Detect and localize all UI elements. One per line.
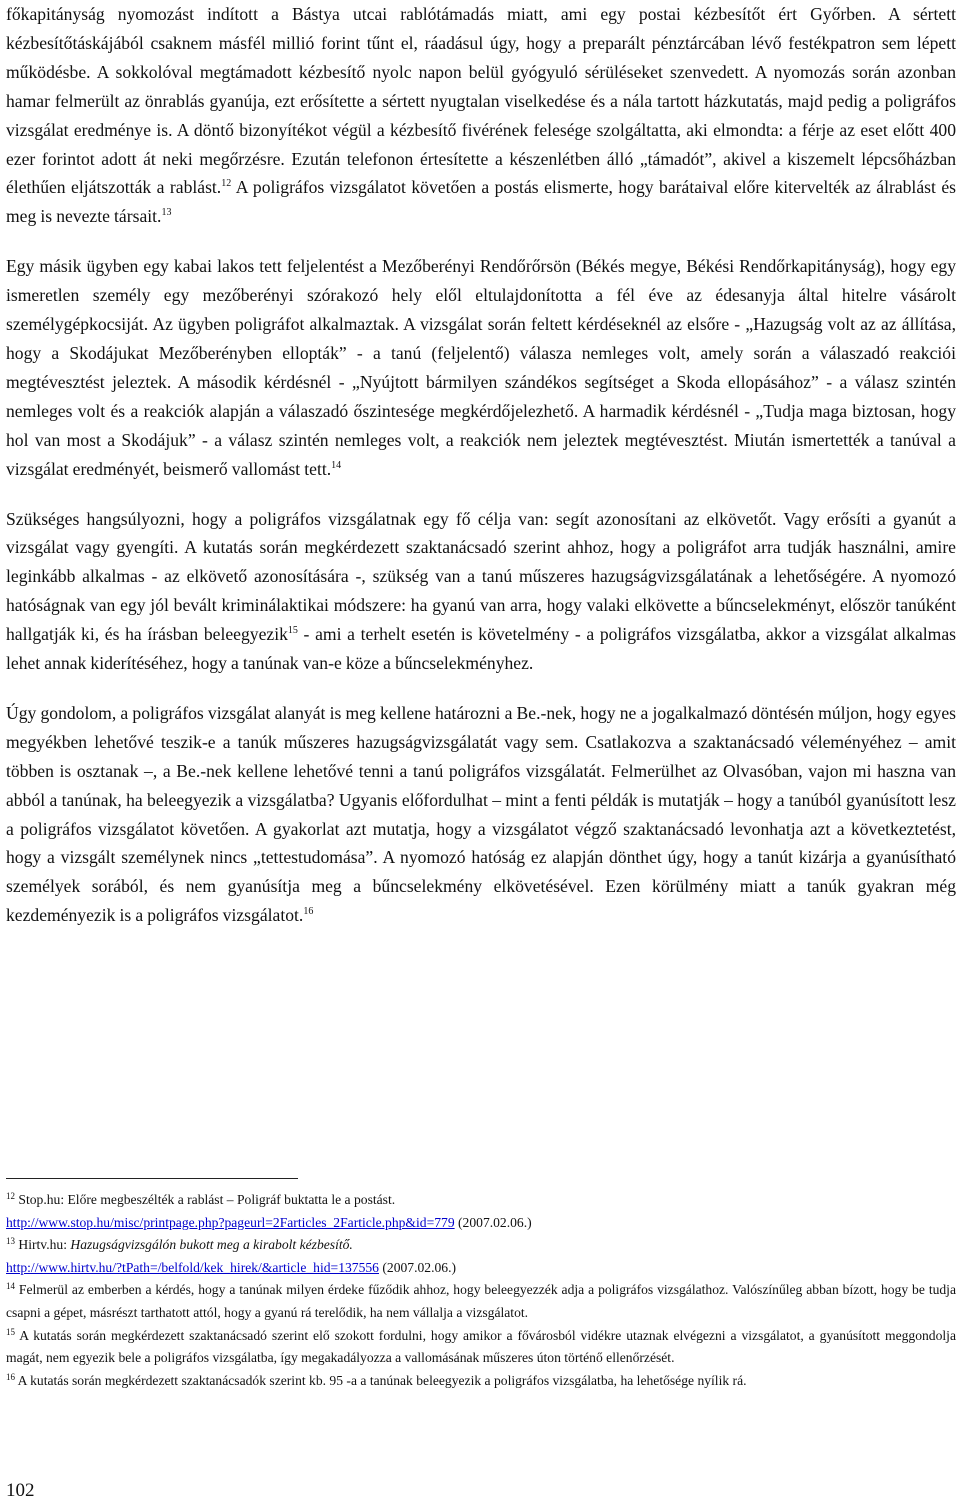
footnotes: [6, 1189, 956, 1392]
footnote-text: Felmerül az emberben a kérdés, hogy a tanúnak milyen érdeke fűződik ahhoz, hogy beleegyezzék adja a poligráfos vizsgálathoz. Valószínűleg abban bízott, hogy be tudja csapni a gépet, másrészt tarthatott attól, hogy a gyanú rá terelődik, ha nem vállalja a vizsgálatot.: [6, 1282, 956, 1320]
footnote-ref-12[interactable]: 12: [221, 178, 232, 190]
footnote-text: Stop.hu: Előre megbeszélték a rablást – Poligráf buktatta le a postást.: [15, 1192, 396, 1207]
footnote-12: [6, 1189, 956, 1234]
footnote-number: 13: [6, 1236, 15, 1247]
footnote-number: 14: [6, 1281, 15, 1292]
footnote-number: 16: [6, 1371, 15, 1382]
paragraph-text: A poligráfos vizsgálatot követően a postás elismerte, hogy barátaival előre kitervelték az álrablást és meg is nevezte társait.: [6, 177, 956, 227]
footnote-separator: [6, 1178, 298, 1179]
paragraph-text: - ami a terhelt esetén is követelmény - a poligráfos vizsgálatba, akkor a vizsgálat alkalmas lehet annak kiderítéséhez, hogy a tanúnak van-e köze a bűncselekményhez.: [6, 624, 956, 674]
footnote-16: [6, 1370, 956, 1393]
footnote-ref-15[interactable]: 15: [287, 625, 298, 637]
page-number: 102: [6, 1480, 35, 1501]
footnote-link[interactable]: http://www.hirtv.hu/?tPath=/belfold/kek_hirek/&article_hid=137556: [6, 1259, 379, 1275]
paragraph-text: főkapitányság nyomozást indított a Bástya utcai rablótámadás miatt, ami egy postai kézbesítőt ért Győrben. A sértett kézbesítőtáskájából csaknem másfél millió forint tűnt el, ráadásul úgy, hogy a preparált pénztárcában lévő festékpatron sem lépett működésbe. A sokkolóval megtámadott kézbesítő nyolc napon belül gyógyuló sérüléseket szenvedett. A nyomozás során azonban hamar felmerült az önrablás gyanúja, ezt erősítette a sértett nyugtalan viselkedése és a nála tartott házkutatás, majd pedig a poligráfos vizsgálat eredménye is. A döntő bizonyítékot végül a kézbesítő fivérének felesége szolgáltatta, aki elmondta: a férje az eset előtt 400 ezer forintot adott át neki megőrzésre. Ezután telefonon értesítette a készenlétben álló „támadót”, akivel a kiszemelt lépcsőházban élethűen eljátszották a rablást.: [6, 4, 956, 198]
footnote-title: Hazugságvizsgálón bukott meg a kirabolt kézbesítő.: [70, 1237, 353, 1253]
footnote-number: 15: [6, 1326, 15, 1337]
paragraph-text: Egy másik ügyben egy kabai lakos tett feljelentést a Mezőberényi Rendőrőrsön (Békés megye, Békési Rendőrkapitányság), hogy egy ismeretlen személy egy mezőberényi szórakozó hely elől eltulajdonította a fél éve az édesanyja által hitelre vásárolt személygépkocsiját. Az ügyben poligráfot alkalmaztak. A vizsgálat során feltett kérdéseknél az elsőre - „Hazugság volt az az állítása, hogy a Skodájukat Mezőberényben ellopták” - a tanú (feljelentő) válasza nemleges volt, amely során a válaszadó reakciói megtévesztést jeleztek. A második kérdésnél - „Nyújtott bármilyen szándékos segítséget a Skoda ellopásához” - a válasz szintén nemleges volt és a reakciók alapján a válaszadó őszintesége megkérdőjelezhető. A harmadik kérdésnél - „Tudja maga biztosan, hogy hol van most a Skodájuk” - a válasz szintén nemleges volt, a reakciók nem jeleztek megtévesztést. Miután ismertették a tanúval a vizsgálat eredményét, beismerő vallomást tett.: [6, 256, 956, 479]
footnote-text: Hirtv.hu:: [15, 1237, 71, 1253]
footnote-15: [6, 1325, 956, 1370]
footnote-text: A kutatás során megkérdezett szaktanácsadók szerint kb. 95 -a a tanúnak beleegyezik a poligráfos vizsgálatba, ha lehetősége nyílik rá.: [15, 1372, 747, 1388]
footnote-link[interactable]: http://www.stop.hu/misc/printpage.php?pageurl=2Farticles_2Farticle.php&id=779: [6, 1214, 455, 1230]
footnote-13: [6, 1234, 956, 1279]
footnote-date: (2007.02.06.): [454, 1214, 532, 1230]
footnote-text: A kutatás során megkérdezett szaktanácsadó szerint elő szokott fordulni, hogy amikor a fővárosból vidékre utaznak elvégezni a vizsgálatot, a gyanúsított meggondolja magát, nem egyezik bele a poligráfos vizsgálatba, így megakadályozza a vallomásának műszeres úton történő ellenőrzését.: [6, 1327, 956, 1366]
footnote-14: [6, 1279, 956, 1324]
footnote-ref-14[interactable]: 14: [331, 459, 342, 471]
footnote-area: [6, 0, 956, 1511]
footnote-date: (2007.02.06.): [378, 1259, 457, 1275]
paragraph-text: Szükséges hangsúlyozni, hogy a poligráfos vizsgálatnak egy fő célja van: segít azonosítani az elkövetőt. Vagy erősíti a gyanút a vizsgálat vagy gyengíti. A kutatás során megkérdezett szaktanácsadó szerint ahhoz, hogy a poligráfot arra tudják használni, amire leginkább alkalmas - az elkövető azonosítására -, szükség van a tanú műszeres hazugságvizsgálatának a lehetőségére. A nyomozó hatóságnak van egy jól bevált kriminálaktikai módszere: ha gyanú van arra, hogy valaki elkövette a bűncselekményt, először tanúként hallgatják ki, és ha írásban beleegyezik: [6, 508, 956, 645]
footnote-ref-16[interactable]: 16: [303, 906, 314, 918]
paragraph-text: Úgy gondolom, a poligráfos vizsgálat alanyát is meg kellene határozni a Be.-nek, hogy ne a jogalkalmazó döntésén múljon, hogy egyes megyékben lehetővé teszik-e a tanúk műszeres hazugságvizsgálatát vagy sem. Csatlakozva a szaktanácsadó véleményéhez – amit többen is osztanak –, a Be.-nek kellene lehetővé tenni a tanú poligráfos vizsgálatát. Felmerülhet az Olvasóban, vajon mi haszna van abból a tanúnak, ha beleegyezik a vizsgálatba? Ugyanis előfordulhat – mint a fenti példák is mutatják – hogy a tanúból gyanúsított lesz a poligráfos vizsgálatot követően. A gyakorlat azt mutatja, hogy a vizsgálatot végző szaktanácsadó levonhatja azt a következtetést, hogy a vizsgált személynek nincs „tettestudomása”. A nyomozó hatóság ez alapján dönthet úgy, hogy a tanút kizárja a gyanúsítható személyek sorából, és nem gyanúsítja meg a bűncselekmény elkövetésével. Ezen körülmény miatt a tanúk gyakran még kezdeményezik is a poligráfos vizsgálatot.: [6, 702, 956, 926]
footnote-ref-13[interactable]: 13: [161, 207, 172, 219]
footnote-number: 12: [6, 1191, 15, 1201]
